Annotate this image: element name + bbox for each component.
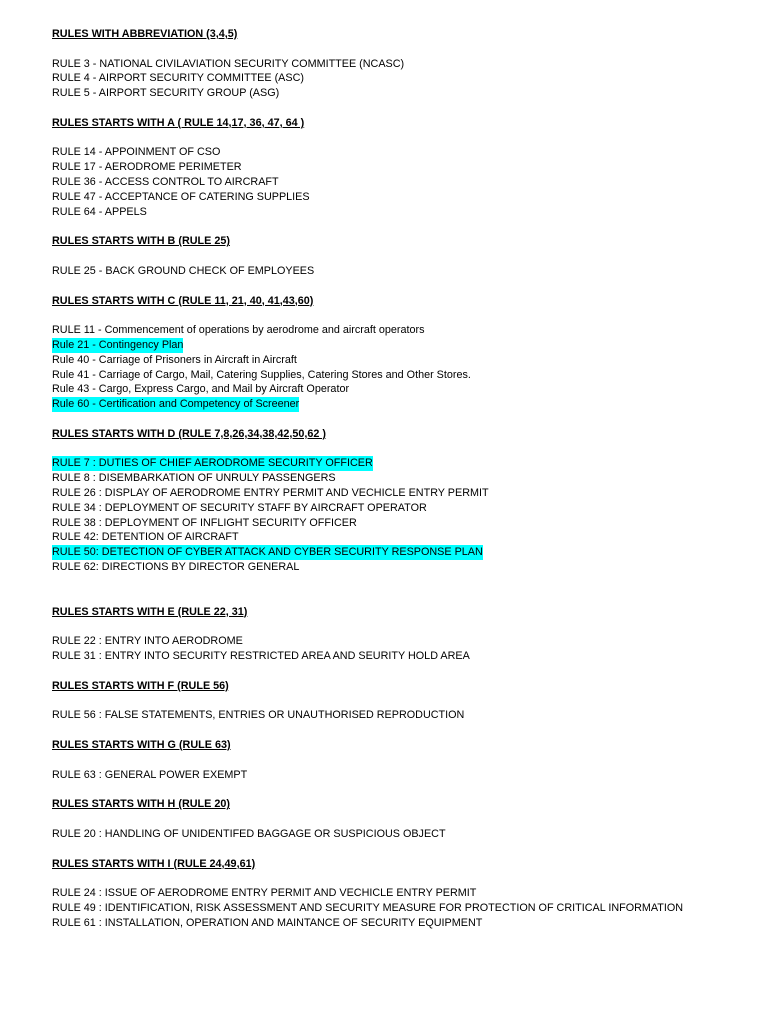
section-e [52, 605, 758, 664]
document-page [52, 27, 758, 931]
section-g [52, 738, 758, 782]
rule-line: RULE 38 : DEPLOYMENT OF INFLIGHT SECURITY OFFICER [52, 516, 357, 529]
rule-line: RULE 8 : DISEMBARKATION OF UNRULY PASSENGERS [52, 472, 336, 485]
section-a [52, 116, 758, 220]
section-heading: RULES STARTS WITH C (RULE 11, 21, 40, 41,43,60) [52, 294, 314, 307]
section-b [52, 234, 758, 278]
section-heading: RULES WITH ABBREVIATION (3,4,5) [52, 28, 238, 40]
rule-line: RULE 56 : FALSE STATEMENTS, ENTRIES OR UNAUTHORISED REPRODUCTION [52, 709, 465, 722]
rule-line: RULE 34 : DEPLOYMENT OF SECURITY STAFF BY AIRCRAFT OPERATOR [52, 501, 427, 514]
rule-line: RULE 63 : GENERAL POWER EXEMPT [52, 768, 248, 781]
rule-line: RULE 20 : HANDLING OF UNIDENTIFED BAGGAGE OR SUSPICIOUS OBJECT [52, 827, 446, 840]
rule-line: RULE 5 - AIRPORT SECURITY GROUP (ASG) [52, 87, 280, 100]
rule-line: RULE 36 - ACCESS CONTROL TO AIRCRAFT [52, 176, 279, 189]
rule-line: RULE 22 : ENTRY INTO AERODROME [52, 635, 243, 648]
section-abbreviation [52, 27, 758, 101]
section-d [52, 427, 758, 575]
rule-line-highlighted: RULE 7 : DUTIES OF CHIEF AERODROME SECURITY OFFICER [52, 457, 373, 470]
section-h [52, 797, 758, 841]
rule-line: RULE 14 - APPOINMENT OF CSO [52, 146, 221, 159]
rule-line-highlighted: RULE 50: DETECTION OF CYBER ATTACK AND CYBER SECURITY RESPONSE PLAN [52, 546, 483, 559]
section-c [52, 294, 758, 412]
rule-line: RULE 24 : ISSUE OF AERODROME ENTRY PERMIT AND VECHICLE ENTRY PERMIT [52, 887, 477, 900]
rule-line: RULE 49 : IDENTIFICATION, RISK ASSESSMENT AND SECURITY MEASURE FOR PROTECTION OF CRITICAL INFORMATION [52, 901, 684, 914]
section-heading: RULES STARTS WITH D (RULE 7,8,26,34,38,42,50,62 ) [52, 427, 327, 440]
rule-line: RULE 47 - ACCEPTANCE OF CATERING SUPPLIES [52, 190, 310, 203]
rule-line: RULE 64 - APPELS [52, 205, 147, 218]
rule-line: Rule 41 - Carriage of Cargo, Mail, Catering Supplies, Catering Stores and Other Stores. [52, 368, 471, 381]
rule-line: RULE 25 - BACK GROUND CHECK OF EMPLOYEES [52, 264, 315, 277]
rule-line: RULE 62: DIRECTIONS BY DIRECTOR GENERAL [52, 561, 300, 574]
rule-line: RULE 42: DETENTION OF AIRCRAFT [52, 531, 239, 544]
rule-line: RULE 4 - AIRPORT SECURITY COMMITTEE (ASC) [52, 72, 304, 85]
rule-line: RULE 11 - Commencement of operations by aerodrome and aircraft operators [52, 324, 425, 337]
section-heading: RULES STARTS WITH A ( RULE 14,17, 36, 47, 64 ) [52, 116, 305, 129]
rule-line: RULE 26 : DISPLAY OF AERODROME ENTRY PERMIT AND VECHICLE ENTRY PERMIT [52, 487, 489, 500]
rule-line: RULE 61 : INSTALLATION, OPERATION AND MAINTANCE OF SECURITY EQUIPMENT [52, 916, 483, 929]
section-i [52, 857, 758, 931]
rule-line: RULE 3 - NATIONAL CIVILAVIATION SECURITY COMMITTEE (NCASC) [52, 57, 405, 70]
section-heading: RULES STARTS WITH E (RULE 22, 31) [52, 605, 248, 618]
section-heading: RULES STARTS WITH I (RULE 24,49,61) [52, 857, 256, 870]
section-heading: RULES STARTS WITH H (RULE 20) [52, 798, 230, 811]
rule-line: RULE 17 - AERODROME PERIMETER [52, 161, 242, 174]
section-heading: RULES STARTS WITH G (RULE 63) [52, 739, 231, 752]
section-f [52, 679, 758, 723]
rule-line-highlighted: Rule 21 - Contingency Plan [52, 339, 184, 352]
section-heading: RULES STARTS WITH F (RULE 56) [52, 679, 229, 692]
rule-line: Rule 43 - Cargo, Express Cargo, and Mail by Aircraft Operator [52, 383, 350, 396]
rule-line: RULE 31 : ENTRY INTO SECURITY RESTRICTED AREA AND SEURITY HOLD AREA [52, 650, 470, 663]
rule-line: Rule 40 - Carriage of Prisoners in Aircraft in Aircraft [52, 353, 297, 366]
section-heading: RULES STARTS WITH B (RULE 25) [52, 235, 230, 248]
rule-line-highlighted: Rule 60 - Certification and Competency of Screener [52, 398, 300, 411]
